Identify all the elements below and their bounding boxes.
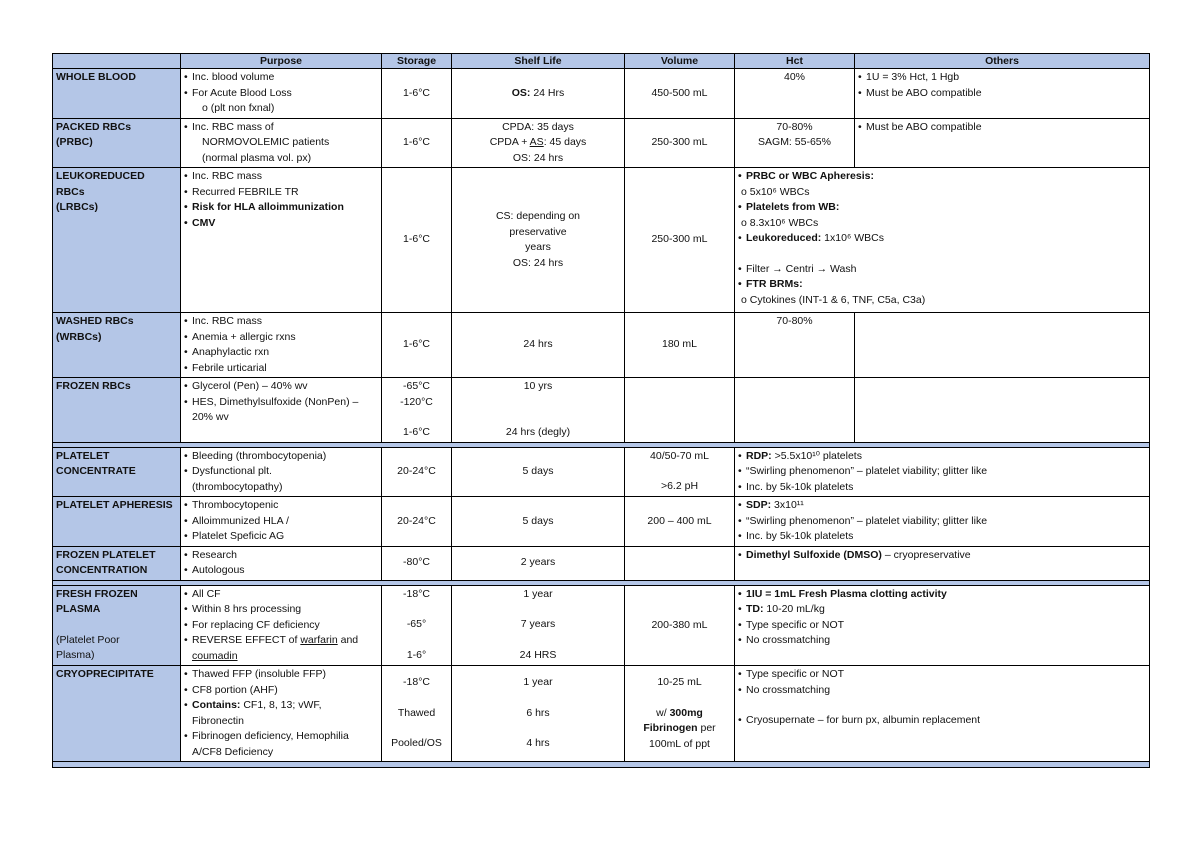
others-cell: • Must be ABO compatible [855, 118, 1150, 168]
storage-cell: -65°C -120°C 1-6°C [382, 378, 452, 443]
volume-cell [625, 378, 735, 443]
header-cell-blank [53, 54, 181, 69]
shelf-life-cell: 2 years [452, 546, 625, 580]
storage-cell: -18°C Thawed Pooled/OS [382, 666, 452, 762]
purpose-cell: • Thawed FFP (insoluble FFP) • CF8 portion (AHF) • Contains: CF1, 8, 13; vWF, Fibronectin • Fibrinogen deficiency, Hemophilia A/CF8 Deficiency [181, 666, 382, 762]
row-washed-rbcs [53, 313, 1150, 378]
others-cell: • PRBC or WBC Apheresis: o 5x10⁶ WBCs • Platelets from WB: o 8.3x10⁶ WBCs • Leukoreduced: 1x10⁶ WBCs • Filter → Centri → Wash • FTR BRMs: o Cytokines (INT-1 & 6, TNF, C5a, C3a) [735, 168, 1150, 313]
shelf-life-cell: 10 yrs 24 hrs (degly) [452, 378, 625, 443]
purpose-cell: • Glycerol (Pen) – 40% wv • HES, Dimethylsulfoxide (NonPen) – 20% wv [181, 378, 382, 443]
hct-cell: 40% [735, 69, 855, 119]
header-others: Others [855, 54, 1150, 69]
others-cell [855, 313, 1150, 378]
component-name: LEUKOREDUCED RBCs (LRBCs) [53, 168, 181, 313]
hct-cell [735, 378, 855, 443]
shelf-life-cell: OS: 24 Hrs [452, 69, 625, 119]
volume-cell: 40/50-70 mL >6.2 pH [625, 447, 735, 497]
shelf-life-cell: 1 year 6 hrs 4 hrs [452, 666, 625, 762]
shelf-life-cell: 24 hrs [452, 313, 625, 378]
purpose-cell: • Inc. blood volume • For Acute Blood Loss o (plt non fxnal) [181, 69, 382, 119]
purpose-cell: • Research • Autologous [181, 546, 382, 580]
purpose-cell: • All CF • Within 8 hrs processing • For replacing CF deficiency • REVERSE EFFECT of warfarin and coumadin [181, 585, 382, 666]
storage-cell: 1-6°C [382, 313, 452, 378]
shelf-life-cell: 5 days [452, 447, 625, 497]
component-name: FRESH FROZEN PLASMA (Platelet Poor Plasma) [53, 585, 181, 666]
row-platelet-apheresis [53, 497, 1150, 547]
others-cell [855, 378, 1150, 443]
others-cell: • 1U = 3% Hct, 1 Hgb • Must be ABO compatible [855, 69, 1150, 119]
component-name: PLATELET CONCENTRATE [53, 447, 181, 497]
row-platelet-concentrate [53, 447, 1150, 497]
shelf-life-cell: 1 year 7 years 24 HRS [452, 585, 625, 666]
header-hct: Hct [735, 54, 855, 69]
others-cell: • Dimethyl Sulfoxide (DMSO) – cryopreservative [735, 546, 1150, 580]
volume-cell: 250-300 mL [625, 168, 735, 313]
others-cell: • Type specific or NOT • No crossmatching • Cryosupernate – for burn px, albumin replacement [735, 666, 1150, 762]
storage-cell: 20-24°C [382, 447, 452, 497]
component-name: WASHED RBCs (WRBCs) [53, 313, 181, 378]
row-cryoprecipitate [53, 666, 1150, 762]
volume-cell [625, 546, 735, 580]
component-name: WHOLE BLOOD [53, 69, 181, 119]
storage-cell: 1-6°C [382, 168, 452, 313]
component-name: CRYOPRECIPITATE [53, 666, 181, 762]
volume-cell: 450-500 mL [625, 69, 735, 119]
component-name: PACKED RBCs (PRBC) [53, 118, 181, 168]
row-fresh-frozen-plasma [53, 585, 1150, 666]
component-name: PLATELET APHERESIS [53, 497, 181, 547]
others-cell: • 1IU = 1mL Fresh Plasma clotting activity • TD: 10-20 mL/kg • Type specific or NOT • No crossmatching [735, 585, 1150, 666]
row-leukoreduced-rbcs [53, 168, 1150, 313]
hct-cell: 70-80% [735, 313, 855, 378]
volume-cell: 200-380 mL [625, 585, 735, 666]
shelf-life-cell: CS: depending on preservative years OS: 24 hrs [452, 168, 625, 313]
shelf-life-cell: 5 days [452, 497, 625, 547]
shelf-life-cell: CPDA: 35 days CPDA + AS: 45 days OS: 24 hrs [452, 118, 625, 168]
others-cell: • SDP: 3x10¹¹ • “Swirling phenomenon” – platelet viability; glitter like • Inc. by 5k-10k platelets [735, 497, 1150, 547]
purpose-cell: • Thrombocytopenic • Alloimmunized HLA / • Platelet Speficic AG [181, 497, 382, 547]
purpose-cell: • Inc. RBC mass • Anemia + allergic rxns • Anaphylactic rxn • Febrile urticarial [181, 313, 382, 378]
purpose-cell: • Bleeding (thrombocytopenia) • Dysfunctional plt. (thrombocytopathy) [181, 447, 382, 497]
component-name: FROZEN RBCs [53, 378, 181, 443]
row-frozen-platelet [53, 546, 1150, 580]
volume-cell: 10-25 mL w/ 300mg Fibrinogen per 100mL of ppt [625, 666, 735, 762]
storage-cell: 20-24°C [382, 497, 452, 547]
purpose-cell: • Inc. RBC mass of NORMOVOLEMIC patients (normal plasma vol. px) [181, 118, 382, 168]
row-frozen-rbcs [53, 378, 1150, 443]
purpose-cell: • Inc. RBC mass • Recurred FEBRILE TR • Risk for HLA alloimmunization • CMV [181, 168, 382, 313]
blood-components-table [52, 53, 1150, 768]
volume-cell: 250-300 mL [625, 118, 735, 168]
table-footer-bar [53, 762, 1150, 768]
header-shelf-life: Shelf Life [452, 54, 625, 69]
component-name: FROZEN PLATELET CONCENTRATION [53, 546, 181, 580]
volume-cell: 200 – 400 mL [625, 497, 735, 547]
volume-cell: 180 mL [625, 313, 735, 378]
header-storage: Storage [382, 54, 452, 69]
header-purpose: Purpose [181, 54, 382, 69]
others-cell: • RDP: >5.5x10¹⁰ platelets • “Swirling phenomenon” – platelet viability; glitter like • Inc. by 5k-10k platelets [735, 447, 1150, 497]
storage-cell: -80°C [382, 546, 452, 580]
row-packed-rbcs [53, 118, 1150, 168]
storage-cell: 1-6°C [382, 69, 452, 119]
hct-cell: 70-80% SAGM: 55-65% [735, 118, 855, 168]
header-row [53, 54, 1150, 69]
header-volume: Volume [625, 54, 735, 69]
storage-cell: 1-6°C [382, 118, 452, 168]
storage-cell: -18°C -65° 1-6° [382, 585, 452, 666]
row-whole-blood [53, 69, 1150, 119]
